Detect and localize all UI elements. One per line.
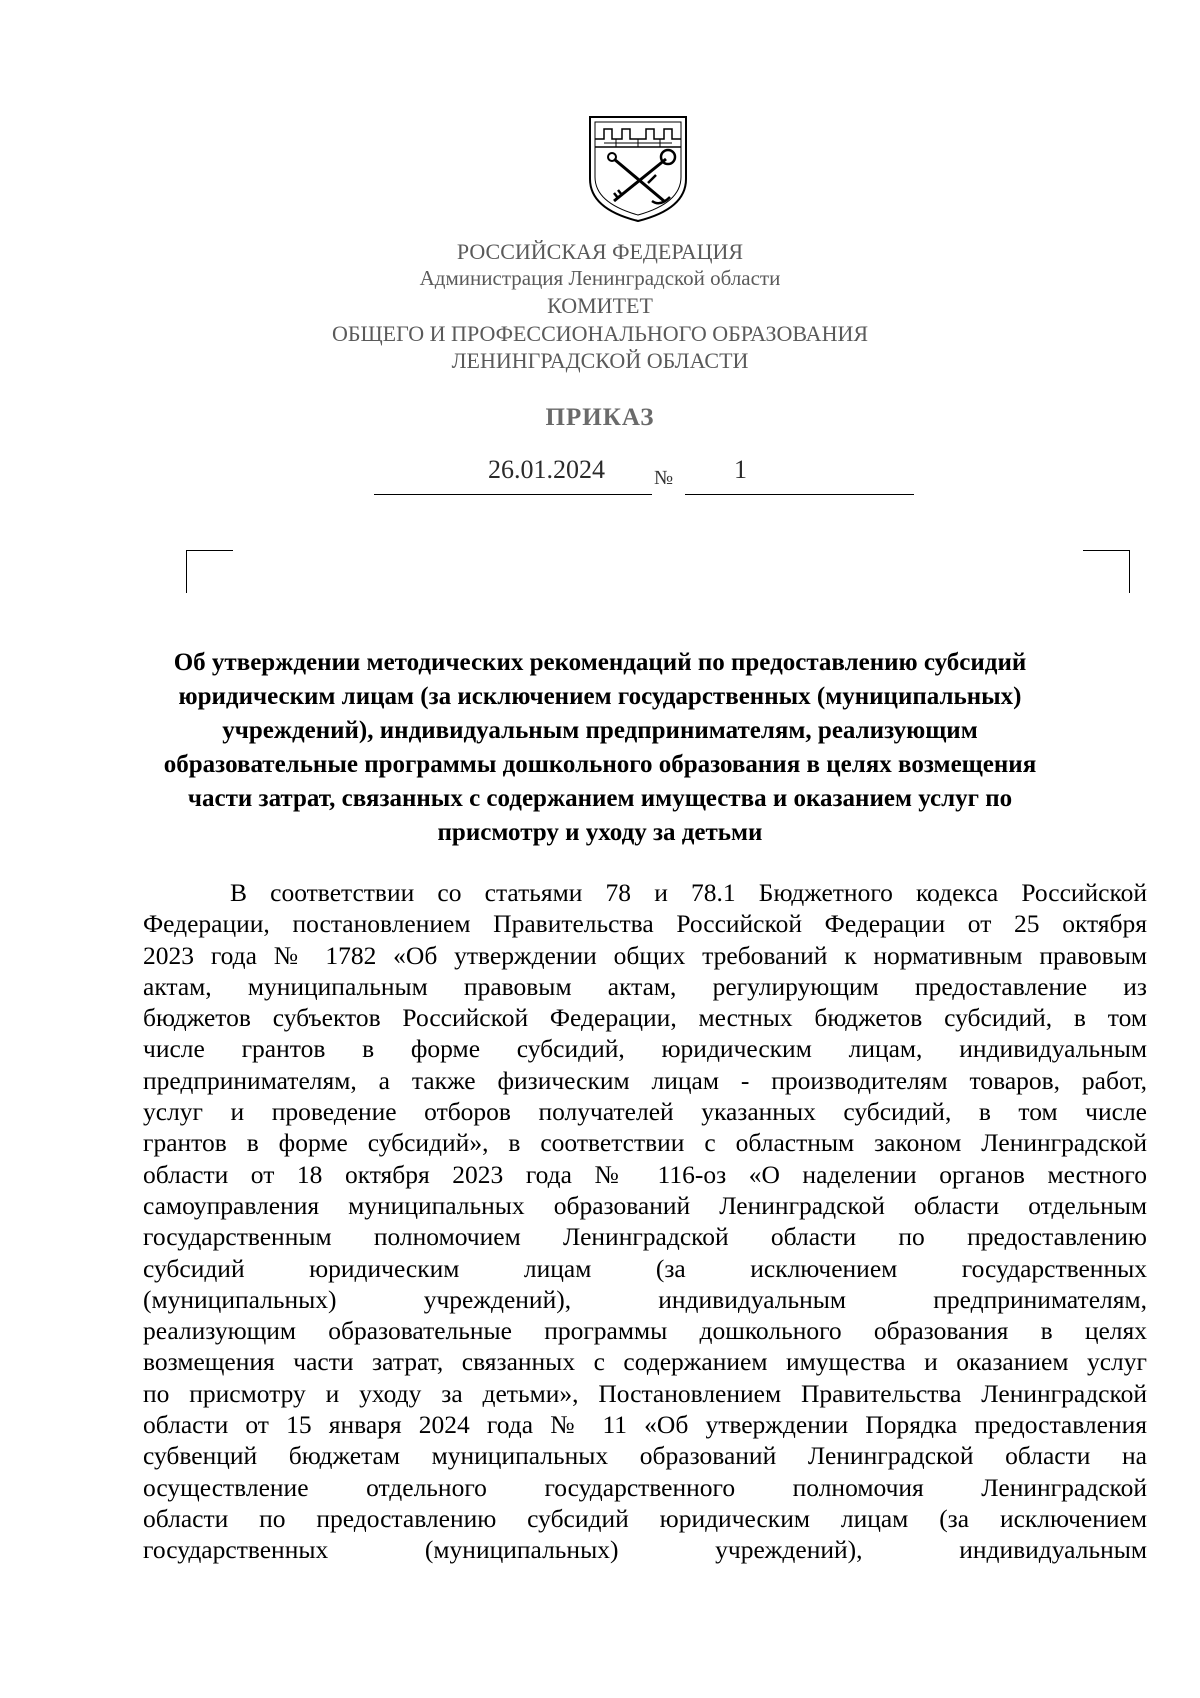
title-line: части затрат, связанных с содержанием имущества и оказанием услуг по [187,785,1013,812]
title-bracket-left [186,550,233,593]
body-line: грантов в форме субсидий», в соответствии с областным законом Ленинградской [143,1128,1147,1158]
title-line: присмотру и уходу за детьми [437,819,763,846]
body-line: Федерации, постановлением Правительства Российской Федерации от 25 октября [143,909,1147,939]
document-type: ПРИКАЗ [545,404,655,431]
body-line: государственных (муниципальных) учреждений), индивидуальным [143,1535,1147,1565]
body-line: государственным полномочием Ленинградской области по предоставлению [143,1222,1147,1252]
body-line: возмещения части затрат, связанных с содержанием имущества и оказанием услуг [143,1347,1147,1377]
body-line: осуществление отдельного государственного полномочия Ленинградской [143,1472,1147,1502]
body-line: 2023 года № 1782 «Об утверждении общих требований к нормативным правовым [143,940,1147,970]
body-line: актам, муниципальным правовым актам, регулирующим предоставление из [143,971,1147,1001]
body-line: реализующим образовательные программы дошкольного образования в целях [143,1316,1147,1346]
body-line: числе грантов в форме субсидий, юридическим лицам, индивидуальным [143,1034,1147,1064]
body-line: области от 15 января 2024 года № 11 «Об утверждении Порядка предоставления [143,1410,1147,1440]
body-line: В соответствии со статьями 78 и 78.1 Бюджетного кодекса Российской [230,878,1147,907]
document-number: 1 [734,455,747,484]
header-committee: КОМИТЕТ [547,293,653,318]
title-line: Об утверждении методических рекомендаций по предоставлению субсидий [173,649,1027,676]
document-date: 26.01.2024 [488,455,605,484]
body-line: субвенций бюджетам муниципальных образований Ленинградской области на [143,1441,1147,1471]
title-bracket-right [1083,550,1130,593]
body-line: самоуправления муниципальных образований Ленинградской области отдельным [143,1190,1147,1220]
title-line: учреждений), индивидуальным предпринимателям, реализующим [222,717,978,744]
body-line: области по предоставлению субсидий юридическим лицам (за исключением [143,1503,1147,1533]
body-line: субсидий юридическим лицам (за исключением государственных [143,1253,1147,1283]
header-region: ЛЕНИНГРАДСКОЙ ОБЛАСТИ [451,348,749,373]
document-body [143,877,1147,1566]
header-administration: Администрация Ленинградской области [419,266,781,290]
body-line: по присмотру и уходу за детьми», Постановлением Правительства Ленинградской [143,1378,1147,1408]
body-line: (муниципальных) учреждений), индивидуальным предпринимателям, [143,1284,1147,1314]
body-line: бюджетов субъектов Российской Федерации, местных бюджетов субсидий, в том [143,1003,1147,1033]
body-line: услуг и проведение отборов получателей указанных субсидий, в том числе [143,1097,1147,1127]
title-line: юридическим лицам (за исключением государственных (муниципальных) [178,683,1022,710]
coat-of-arms-icon [586,113,690,224]
body-line: области от 18 октября 2023 года № 116-оз «О наделении органов местного [143,1159,1147,1189]
header-committee-name: ОБЩЕГО И ПРОФЕССИОНАЛЬНОГО ОБРАЗОВАНИЯ [331,321,869,346]
body-line: предпринимателям, а также физическим лицам - производителям товаров, работ, [143,1065,1147,1095]
header-country: РОССИЙСКАЯ ФЕДЕРАЦИЯ [456,239,744,264]
document-title [140,646,1060,850]
number-underline [685,458,914,495]
title-line: образовательные программы дошкольного образования в целях возмещения [163,751,1037,778]
number-sign: № [654,467,674,489]
